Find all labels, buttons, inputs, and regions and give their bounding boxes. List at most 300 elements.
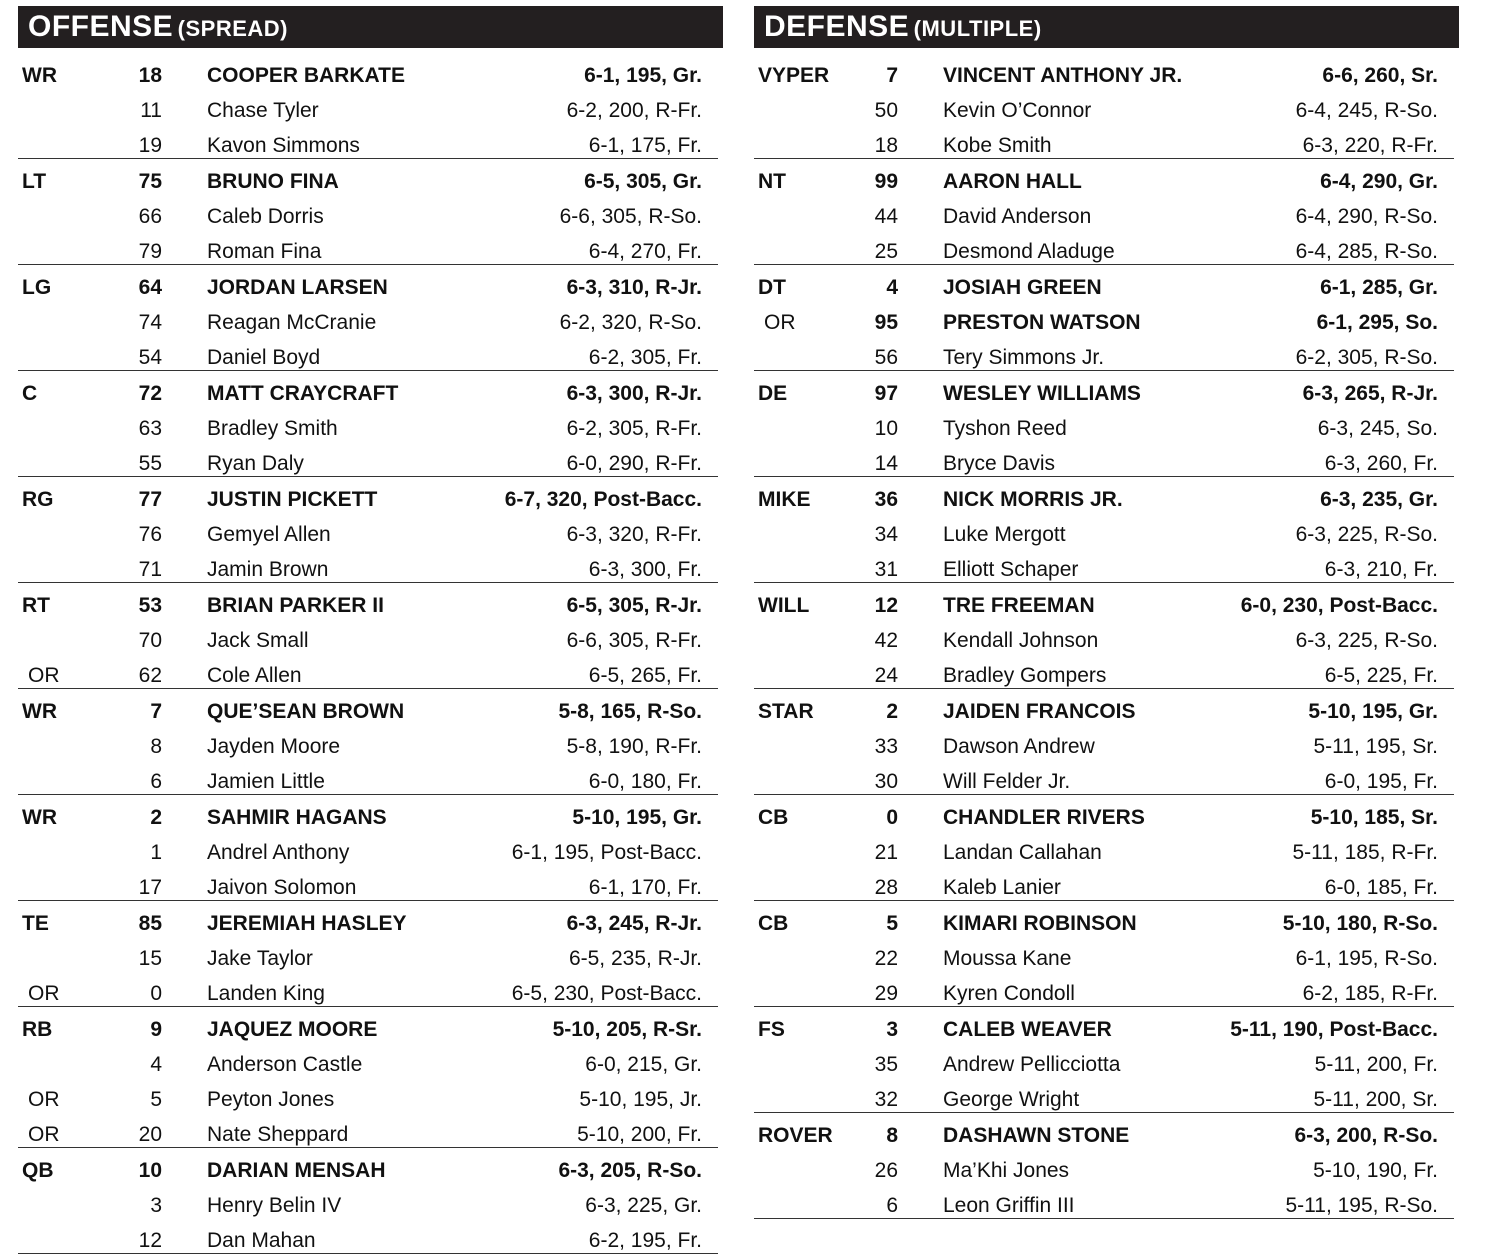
player-info: 5-8, 190, R-Fr.	[566, 735, 702, 758]
player-name: Jake Taylor	[207, 947, 313, 970]
player-info: 6-3, 205, R-So.	[558, 1159, 702, 1182]
jersey-number: 5	[150, 1088, 162, 1111]
starter-row	[18, 689, 718, 724]
backup-row	[18, 653, 718, 688]
backup-row	[18, 1112, 718, 1147]
jersey-number: 12	[138, 1229, 162, 1252]
backup-row	[18, 830, 718, 865]
position-group	[18, 583, 718, 689]
jersey-number: 33	[874, 735, 898, 758]
player-info: 6-1, 285, Gr.	[1320, 276, 1438, 299]
backup-row	[18, 618, 718, 653]
backup-row	[18, 1183, 718, 1218]
player-name: Luke Mergott	[943, 523, 1066, 546]
backup-row	[754, 1148, 1454, 1183]
player-info: 5-10, 200, Fr.	[577, 1123, 702, 1146]
position-group	[18, 689, 718, 795]
position-group	[18, 265, 718, 371]
jersey-number: 76	[138, 523, 162, 546]
player-info: 6-4, 270, Fr.	[588, 240, 702, 263]
jersey-number: 62	[138, 664, 162, 687]
jersey-number: 66	[138, 205, 162, 228]
jersey-number: 3	[150, 1194, 162, 1217]
position-group	[18, 53, 718, 159]
player-info: 5-10, 195, Gr.	[572, 806, 702, 829]
player-info: 5-10, 180, R-So.	[1282, 912, 1438, 935]
player-info: 6-0, 185, Fr.	[1324, 876, 1438, 899]
player-name: Dawson Andrew	[943, 735, 1095, 758]
player-info: 5-10, 195, Gr.	[1308, 700, 1438, 723]
jersey-number: 10	[874, 417, 898, 440]
player-info: 6-2, 305, R-So.	[1295, 346, 1438, 369]
backup-row	[754, 229, 1454, 264]
player-info: 6-6, 305, R-Fr.	[566, 629, 702, 652]
position-group	[754, 371, 1454, 477]
backup-row	[754, 123, 1454, 158]
starter-row	[18, 795, 718, 830]
player-name: Andrel Anthony	[207, 841, 350, 864]
player-info: 5-11, 190, Post-Bacc.	[1230, 1018, 1438, 1041]
position-label: CB	[758, 912, 789, 935]
player-name: David Anderson	[943, 205, 1092, 228]
jersey-number: 8	[150, 735, 162, 758]
player-name: VINCENT ANTHONY JR.	[943, 64, 1183, 87]
player-name: Landen King	[207, 982, 325, 1005]
backup-row	[18, 123, 718, 158]
jersey-number: 4	[150, 1053, 162, 1076]
backup-row	[754, 441, 1454, 476]
player-name: Bryce Davis	[943, 452, 1056, 475]
backup-row	[18, 759, 718, 794]
player-info: 6-3, 260, Fr.	[1324, 452, 1438, 475]
backup-row	[754, 406, 1454, 441]
player-name: Roman Fina	[207, 240, 322, 263]
backup-row	[18, 88, 718, 123]
position-group	[754, 477, 1454, 583]
player-name: George Wright	[943, 1088, 1080, 1111]
player-info: 6-3, 235, Gr.	[1320, 488, 1438, 511]
player-info: 6-3, 320, R-Fr.	[566, 523, 702, 546]
player-name: Moussa Kane	[943, 947, 1072, 970]
player-info: 5-8, 165, R-So.	[558, 700, 702, 723]
player-name: Kyren Condoll	[943, 982, 1075, 1005]
player-name: JOSIAH GREEN	[943, 276, 1102, 299]
player-info: 6-0, 180, Fr.	[588, 770, 702, 793]
player-name: Bradley Gompers	[943, 664, 1107, 687]
player-name: WESLEY WILLIAMS	[943, 382, 1141, 405]
position-label: OR	[28, 982, 60, 1005]
position-label: ROVER	[758, 1124, 833, 1147]
jersey-number: 50	[874, 99, 898, 122]
player-info: 5-10, 190, Fr.	[1313, 1159, 1438, 1182]
player-name: Nate Sheppard	[207, 1123, 349, 1146]
backup-row	[754, 1042, 1454, 1077]
player-name: Landan Callahan	[943, 841, 1102, 864]
jersey-number: 19	[138, 134, 162, 157]
offense-depth-chart	[18, 53, 723, 1254]
jersey-number: 4	[886, 276, 898, 299]
player-info: 6-3, 300, Fr.	[588, 558, 702, 581]
jersey-number: 97	[874, 382, 898, 405]
backup-row	[754, 936, 1454, 971]
backup-row	[754, 759, 1454, 794]
player-info: 6-3, 225, Gr.	[585, 1194, 702, 1217]
jersey-number: 71	[138, 558, 162, 581]
player-info: 6-3, 225, R-So.	[1295, 629, 1438, 652]
player-info: 6-3, 210, Fr.	[1324, 558, 1438, 581]
position-label: RT	[22, 594, 50, 617]
jersey-number: 9	[150, 1018, 162, 1041]
starter-row	[18, 477, 718, 512]
player-name: Tery Simmons Jr.	[943, 346, 1105, 369]
player-name: Caleb Dorris	[207, 205, 324, 228]
player-name: Dan Mahan	[207, 1229, 316, 1252]
position-label: OR	[28, 664, 60, 687]
jersey-number: 5	[886, 912, 898, 935]
player-name: JAQUEZ MOORE	[207, 1018, 378, 1041]
jersey-number: 6	[150, 770, 162, 793]
player-name: Daniel Boyd	[207, 346, 321, 369]
player-info: 6-2, 305, R-Fr.	[566, 417, 702, 440]
player-info: 6-1, 195, R-So.	[1295, 947, 1438, 970]
starter-row	[18, 1007, 718, 1042]
player-info: 6-5, 265, Fr.	[588, 664, 702, 687]
position-group	[754, 901, 1454, 1007]
position-label: WR	[22, 64, 57, 87]
offense-title: OFFENSE	[28, 10, 174, 43]
position-label: WR	[22, 806, 57, 829]
player-info: 6-3, 245, R-Jr.	[566, 912, 702, 935]
position-label: MIKE	[758, 488, 811, 511]
backup-row	[754, 618, 1454, 653]
defense-scheme: (MULTIPLE)	[913, 16, 1042, 41]
player-name: Bradley Smith	[207, 417, 338, 440]
jersey-number: 30	[874, 770, 898, 793]
player-info: 6-4, 285, R-So.	[1295, 240, 1438, 263]
backup-row	[754, 830, 1454, 865]
jersey-number: 79	[138, 240, 162, 263]
player-name: DASHAWN STONE	[943, 1124, 1130, 1147]
jersey-number: 20	[138, 1123, 162, 1146]
jersey-number: 74	[138, 311, 162, 334]
jersey-number: 34	[874, 523, 898, 546]
backup-row	[754, 653, 1454, 688]
jersey-number: 63	[138, 417, 162, 440]
player-name: Reagan McCranie	[207, 311, 377, 334]
backup-row	[18, 300, 718, 335]
jersey-number: 18	[874, 134, 898, 157]
jersey-number: 54	[138, 346, 162, 369]
player-name: Jaivon Solomon	[207, 876, 357, 899]
jersey-number: 11	[140, 99, 162, 122]
player-name: NICK MORRIS JR.	[943, 488, 1123, 511]
jersey-number: 36	[874, 488, 898, 511]
player-info: 6-0, 290, R-Fr.	[566, 452, 702, 475]
jersey-number: 0	[886, 806, 898, 829]
jersey-number: 1	[150, 841, 162, 864]
player-name: DARIAN MENSAH	[207, 1159, 386, 1182]
position-group	[754, 1113, 1454, 1219]
jersey-number: 56	[874, 346, 898, 369]
position-label: RB	[22, 1018, 53, 1041]
position-group	[754, 689, 1454, 795]
jersey-number: 53	[138, 594, 162, 617]
jersey-number: 14	[874, 452, 898, 475]
backup-row	[18, 971, 718, 1006]
jersey-number: 2	[886, 700, 898, 723]
defense-title: DEFENSE	[764, 10, 910, 43]
backup-row	[754, 865, 1454, 900]
jersey-number: 31	[874, 558, 898, 581]
player-info: 6-4, 290, R-So.	[1295, 205, 1438, 228]
player-info: 6-3, 220, R-Fr.	[1302, 134, 1438, 157]
player-name: Henry Belin IV	[207, 1194, 342, 1217]
position-group	[754, 159, 1454, 265]
player-name: Kendall Johnson	[943, 629, 1099, 652]
backup-row	[18, 936, 718, 971]
player-info: 6-5, 305, Gr.	[584, 170, 702, 193]
player-name: CALEB WEAVER	[943, 1018, 1112, 1041]
player-info: 6-2, 320, R-So.	[559, 311, 702, 334]
backup-row	[754, 724, 1454, 759]
jersey-number: 28	[874, 876, 898, 899]
starter-row	[754, 477, 1454, 512]
player-name: JEREMIAH HASLEY	[207, 912, 407, 935]
jersey-number: 85	[138, 912, 162, 935]
starter-row	[754, 901, 1454, 936]
player-info: 6-1, 295, So.	[1316, 311, 1438, 334]
player-name: KIMARI ROBINSON	[943, 912, 1137, 935]
player-name: Kobe Smith	[943, 134, 1052, 157]
jersey-number: 0	[150, 982, 162, 1005]
jersey-number: 6	[886, 1194, 898, 1217]
player-info: 6-2, 185, R-Fr.	[1302, 982, 1438, 1005]
position-label: FS	[758, 1018, 785, 1041]
player-info: 6-4, 290, Gr.	[1320, 170, 1438, 193]
player-name: Anderson Castle	[207, 1053, 363, 1076]
position-group	[754, 583, 1454, 689]
jersey-number: 32	[874, 1088, 898, 1111]
jersey-number: 18	[138, 64, 162, 87]
position-label: WILL	[758, 594, 810, 617]
jersey-number: 29	[874, 982, 898, 1005]
defense-depth-chart	[754, 53, 1459, 1219]
player-name: QUE’SEAN BROWN	[207, 700, 405, 723]
player-name: Chase Tyler	[207, 99, 319, 122]
position-group	[18, 795, 718, 901]
starter-row	[754, 1007, 1454, 1042]
starter-row	[754, 265, 1454, 300]
player-info: 5-10, 185, Sr.	[1310, 806, 1438, 829]
jersey-number: 72	[138, 382, 162, 405]
backup-row	[18, 1218, 718, 1253]
player-info: 6-1, 170, Fr.	[588, 876, 702, 899]
player-name: Andrew Pellicciotta	[943, 1053, 1121, 1076]
backup-row	[18, 1077, 718, 1112]
position-label: VYPER	[758, 64, 830, 87]
position-label: DT	[758, 276, 786, 299]
player-name: Cole Allen	[207, 664, 302, 687]
player-info: 5-11, 195, Sr.	[1313, 735, 1438, 758]
backup-row	[18, 547, 718, 582]
player-name: JUSTIN PICKETT	[207, 488, 378, 511]
starter-row	[18, 901, 718, 936]
backup-row	[18, 229, 718, 264]
player-info: 6-3, 200, R-So.	[1294, 1124, 1438, 1147]
player-name: Kevin O’Connor	[943, 99, 1092, 122]
position-label: OR	[28, 1088, 60, 1111]
player-name: Kavon Simmons	[207, 134, 360, 157]
position-label: NT	[758, 170, 786, 193]
player-info: 6-3, 310, R-Jr.	[566, 276, 702, 299]
jersey-number: 26	[874, 1159, 898, 1182]
jersey-number: 25	[874, 240, 898, 263]
player-name: Jamien Little	[207, 770, 325, 793]
jersey-number: 55	[138, 452, 162, 475]
player-info: 6-1, 195, Gr.	[584, 64, 702, 87]
player-info: 6-4, 245, R-So.	[1295, 99, 1438, 122]
position-group	[18, 1148, 718, 1254]
backup-row	[18, 194, 718, 229]
player-info: 6-3, 265, R-Jr.	[1302, 382, 1438, 405]
player-info: 6-5, 235, R-Jr.	[568, 947, 702, 970]
jersey-number: 99	[874, 170, 898, 193]
jersey-number: 7	[150, 700, 162, 723]
player-name: Ryan Daly	[207, 452, 304, 475]
player-info: 6-0, 215, Gr.	[585, 1053, 702, 1076]
player-name: BRIAN PARKER II	[207, 594, 384, 617]
player-name: PRESTON WATSON	[943, 311, 1141, 334]
player-name: CHANDLER RIVERS	[943, 806, 1145, 829]
starter-row	[754, 1113, 1454, 1148]
jersey-number: 7	[886, 64, 898, 87]
player-info: 6-0, 195, Fr.	[1324, 770, 1438, 793]
position-group	[754, 1007, 1454, 1113]
player-info: 5-10, 195, Jr.	[579, 1088, 702, 1111]
player-info: 6-2, 200, R-Fr.	[566, 99, 702, 122]
position-label: QB	[22, 1159, 54, 1182]
jersey-number: 77	[138, 488, 162, 511]
player-name: Jack Small	[207, 629, 309, 652]
player-name: Jayden Moore	[207, 735, 341, 758]
position-group	[754, 53, 1454, 159]
backup-row	[18, 512, 718, 547]
backup-row	[754, 971, 1454, 1006]
player-name: Gemyel Allen	[207, 523, 331, 546]
jersey-number: 70	[138, 629, 162, 652]
player-info: 6-5, 305, R-Jr.	[566, 594, 702, 617]
offense-scheme: (SPREAD)	[177, 16, 288, 41]
starter-row	[754, 371, 1454, 406]
position-group	[754, 265, 1454, 371]
jersey-number: 21	[874, 841, 898, 864]
backup-row	[18, 865, 718, 900]
player-name: Ma’Khi Jones	[943, 1159, 1070, 1182]
player-name: Tyshon Reed	[943, 417, 1067, 440]
starter-row	[18, 1148, 718, 1183]
backup-row	[754, 547, 1454, 582]
player-info: 6-0, 230, Post-Bacc.	[1240, 594, 1438, 617]
jersey-number: 10	[138, 1159, 162, 1182]
position-label: DE	[758, 382, 788, 405]
player-name: SAHMIR HAGANS	[207, 806, 387, 829]
player-info: 6-2, 195, Fr.	[588, 1229, 702, 1252]
jersey-number: 12	[874, 594, 898, 617]
position-label: C	[22, 382, 38, 405]
position-label: LG	[22, 276, 52, 299]
position-group	[754, 795, 1454, 901]
backup-row	[754, 335, 1454, 370]
starter-row	[18, 371, 718, 406]
player-info: 6-7, 320, Post-Bacc.	[504, 488, 702, 511]
player-name: Peyton Jones	[207, 1088, 335, 1111]
position-label: STAR	[758, 700, 814, 723]
player-info: 6-3, 245, So.	[1317, 417, 1438, 440]
offense-header	[18, 6, 723, 48]
player-info: 5-11, 185, R-Fr.	[1292, 841, 1438, 864]
position-label: OR	[764, 311, 796, 334]
backup-row	[18, 724, 718, 759]
position-group	[18, 159, 718, 265]
player-name: Elliott Schaper	[943, 558, 1079, 581]
starter-row	[754, 53, 1454, 88]
starter-row	[754, 583, 1454, 618]
position-label: LT	[22, 170, 47, 193]
player-info: 6-5, 230, Post-Bacc.	[511, 982, 702, 1005]
position-label: OR	[28, 1123, 60, 1146]
starter-row	[754, 689, 1454, 724]
player-info: 6-1, 195, Post-Bacc.	[511, 841, 702, 864]
player-info: 6-5, 225, Fr.	[1324, 664, 1438, 687]
jersey-number: 44	[874, 205, 898, 228]
jersey-number: 35	[874, 1053, 898, 1076]
player-name: TRE FREEMAN	[943, 594, 1095, 617]
player-info: 6-6, 305, R-So.	[559, 205, 702, 228]
starter-row	[18, 159, 718, 194]
player-info: 6-3, 300, R-Jr.	[566, 382, 702, 405]
jersey-number: 8	[886, 1124, 898, 1147]
position-group	[18, 901, 718, 1007]
jersey-number: 3	[886, 1018, 898, 1041]
jersey-number: 2	[150, 806, 162, 829]
jersey-number: 64	[138, 276, 162, 299]
player-name: Leon Griffin III	[943, 1194, 1075, 1217]
starter-row	[18, 583, 718, 618]
jersey-number: 95	[874, 311, 898, 334]
player-name: Kaleb Lanier	[943, 876, 1061, 899]
backup-row	[754, 1183, 1454, 1218]
jersey-number: 22	[874, 947, 898, 970]
jersey-number: 75	[138, 170, 162, 193]
backup-row	[754, 512, 1454, 547]
backup-row	[18, 441, 718, 476]
backup-row	[18, 1042, 718, 1077]
defense-column	[754, 6, 1459, 1219]
player-info: 5-11, 200, Fr.	[1314, 1053, 1438, 1076]
player-info: 6-6, 260, Sr.	[1322, 64, 1438, 87]
defense-header	[754, 6, 1459, 48]
player-name: JORDAN LARSEN	[207, 276, 388, 299]
position-group	[18, 1007, 718, 1148]
player-name: AARON HALL	[943, 170, 1082, 193]
offense-column	[18, 6, 723, 1254]
backup-row	[754, 300, 1454, 335]
player-name: Will Felder Jr.	[943, 770, 1071, 793]
backup-row	[18, 335, 718, 370]
position-label: WR	[22, 700, 57, 723]
player-name: MATT CRAYCRAFT	[207, 382, 399, 405]
position-label: CB	[758, 806, 789, 829]
